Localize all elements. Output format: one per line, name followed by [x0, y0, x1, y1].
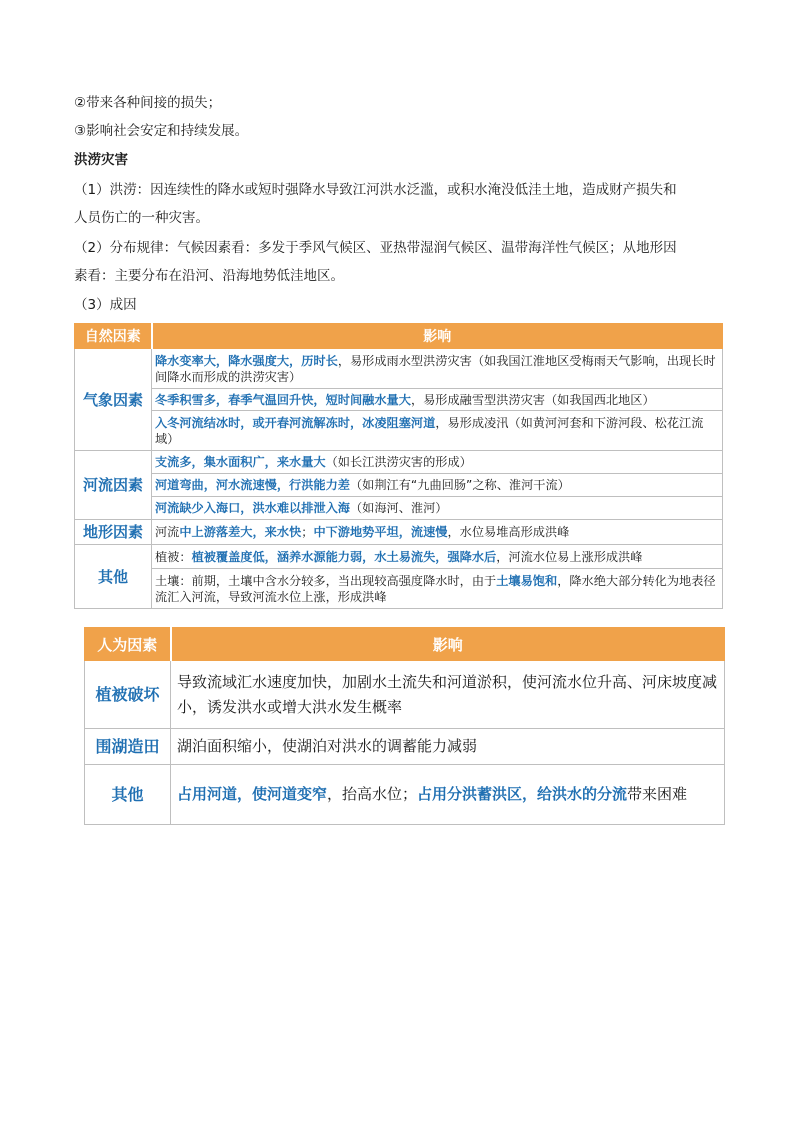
table-row	[75, 474, 723, 497]
paragraph-distribution-line1: （2）分布规律：气候因素看：多发于季风气候区、亚热带湿润气候区、温带海洋性气候区；从地形因	[74, 240, 677, 256]
effect-text: ，易形成融雪型洪涝灾害（如我国西北地区）	[410, 392, 655, 407]
table-row	[75, 451, 723, 474]
key-phrase: 冬季积雪多，春季气温回升快，短时间融水量大	[155, 392, 411, 407]
table-row	[75, 545, 723, 569]
category-terrain: 地形因素	[75, 520, 152, 545]
table-row	[75, 389, 723, 411]
paragraph-distribution-line2: 素看：主要分布在沿河、沿海地势低洼地区。	[74, 268, 344, 284]
human-factors-table	[84, 627, 725, 825]
natural-factors-table	[74, 323, 723, 609]
effect-text: （如荆江有“九曲回肠”之称、淮河干流）	[350, 478, 570, 492]
key-phrase: 占用分洪蓄洪区，给洪水的分流	[417, 785, 628, 803]
effect-text: 带来困难	[627, 785, 688, 803]
header-natural-factor: 自然因素	[75, 324, 152, 349]
header-effect: 影响	[171, 628, 725, 661]
effect-text: ，河流水位易上涨形成洪峰	[496, 549, 643, 564]
table-row	[75, 497, 723, 520]
natural-table-header	[75, 324, 723, 349]
key-phrase: 中上游落差大，来水快	[179, 525, 302, 539]
table-row	[85, 765, 725, 825]
effect-cell	[152, 569, 723, 609]
key-phrase: 入冬河流结冰时，或开春河流解冻时，冰凌阻塞河道	[155, 415, 436, 430]
category-vegetation-damage: 植被破坏	[85, 661, 171, 729]
key-phrase: 降水变率大，降水强度大，历时长	[155, 353, 338, 368]
paragraph-causes: （3）成因	[74, 297, 137, 313]
effect-text: ，易形成雨水型洪涝灾害（如我国江淮地区受梅雨天气影响，出现长时间降水而形成的洪涝灾害）	[155, 353, 716, 384]
paragraph-indirect-losses: ②带来各种间接的损失；	[74, 95, 222, 111]
table-row	[75, 411, 723, 451]
effect-cell	[152, 520, 723, 545]
category-lake-reclamation: 围湖造田	[85, 729, 171, 765]
table-row	[75, 569, 723, 609]
effect-text: ，抬高水位；	[327, 785, 418, 803]
human-table-header	[85, 628, 725, 661]
key-phrase: 河流缺少入海口，洪水难以排泄入海	[155, 501, 350, 515]
effect-text: ；	[301, 525, 314, 539]
header-effect: 影响	[152, 324, 723, 349]
effect-cell	[152, 349, 723, 389]
effect-cell	[152, 497, 723, 520]
effect-text: ，易形成凌汛（如黄河河套和下游河段、松花江流域）	[155, 415, 704, 446]
effect-cell	[152, 451, 723, 474]
effect-text: 土壤：前期，土壤中含水分较多，当出现较高强度降水时，由于	[155, 573, 497, 588]
key-phrase: 河道弯曲，河水流速慢，行洪能力差	[155, 478, 350, 492]
effect-text: 河流	[155, 525, 180, 539]
category-other-natural: 其他	[75, 545, 152, 609]
header-human-factor: 人为因素	[85, 628, 171, 661]
effect-text: （如长江洪涝灾害的形成）	[325, 455, 472, 469]
paragraph-flood-definition-line1: （1）洪涝：因连续性的降水或短时强降水导致江河洪水泛滥，或积水淹没低洼土地，造成财产损失和	[74, 182, 677, 198]
key-phrase: 中下游地势平坦，流速慢	[313, 525, 448, 539]
key-phrase: 植被覆盖度低，涵养水源能力弱，水土易流失，强降水后	[191, 549, 497, 564]
effect-cell	[152, 545, 723, 569]
key-phrase: 土壤易饱和	[496, 573, 558, 588]
table-row	[85, 661, 725, 729]
category-other-human: 其他	[85, 765, 171, 825]
table-row	[75, 520, 723, 545]
table-row	[85, 729, 725, 765]
table-row	[75, 349, 723, 389]
effect-cell: 导致流域汇水速度加快，加剧水土流失和河道淤积，使河流水位升高、河床坡度减小，诱发洪水或增大洪水发生概率	[171, 661, 725, 729]
effect-cell: 湖泊面积缩小，使湖泊对洪水的调蓄能力减弱	[171, 729, 725, 765]
effect-text: ，降水绝大部分转化为地表径流汇入河流，导致河流水位上涨，形成洪峰	[155, 573, 716, 604]
effect-text: 植被：	[155, 549, 192, 564]
key-phrase: 占用河道，使河道变窄	[177, 785, 328, 803]
section-heading-flood: 洪涝灾害	[74, 152, 128, 168]
category-river: 河流因素	[75, 451, 152, 520]
effect-text: ，水位易堆高形成洪峰	[447, 525, 570, 539]
effect-cell	[152, 411, 723, 451]
key-phrase: 支流多，集水面积广，来水量大	[155, 455, 326, 469]
effect-cell	[152, 474, 723, 497]
paragraph-flood-definition-line2: 人员伤亡的一种灾害。	[74, 210, 209, 226]
category-climate: 气象因素	[75, 349, 152, 451]
effect-cell	[171, 765, 725, 825]
effect-text: （如海河、淮河）	[350, 501, 448, 515]
effect-cell	[152, 389, 723, 411]
paragraph-social-stability: ③影响社会安定和持续发展。	[74, 123, 249, 139]
